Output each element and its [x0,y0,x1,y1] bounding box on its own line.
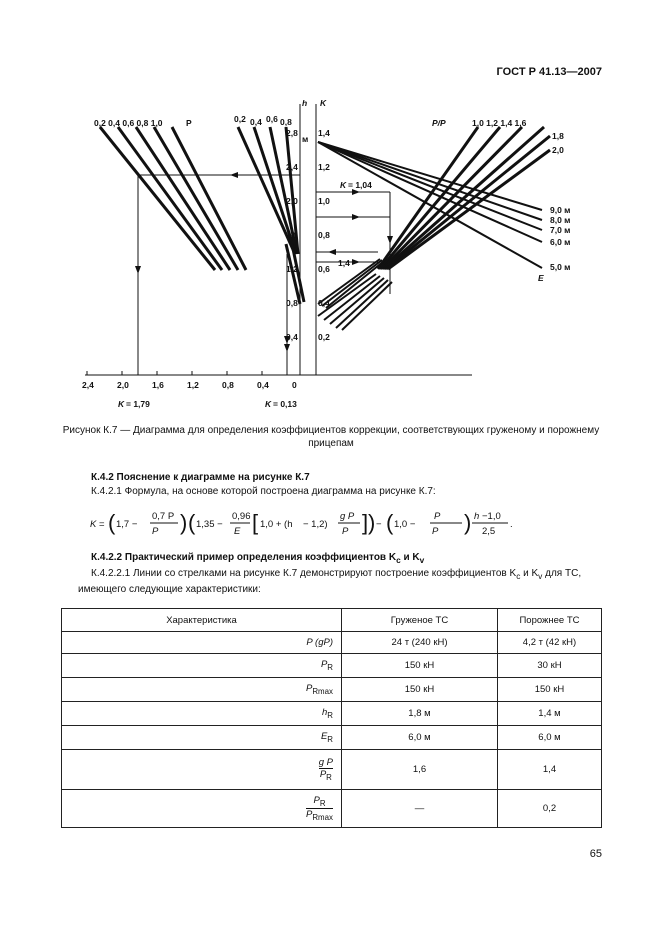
row-empty-value: 6,0 м [498,726,602,750]
table-row [62,632,602,654]
table-row [62,702,602,726]
svg-text:0,96: 0,96 [232,511,251,522]
er-5: 5,0 м [550,262,571,272]
svg-text:K: K [90,519,97,530]
row-loaded-value: 150 кН [342,654,498,678]
y-left-tick-label: 2,4 [286,162,298,172]
svg-text:P: P [342,526,349,537]
table-row [62,726,602,750]
svg-text:E: E [234,526,241,537]
ratio-18: 1,8 [552,131,564,141]
table-row [62,750,602,790]
row-characteristic: $h_R$ [62,702,342,726]
row-loaded-value: 150 кН [342,678,498,702]
svg-text:− 1,2): − 1,2) [303,519,328,530]
ratio-left-tail: P [186,118,192,128]
svg-text:−: − [376,519,382,530]
row-empty-value: 30 кН [498,654,602,678]
svg-text:P: P [152,526,159,537]
x-ticks [87,371,262,375]
y-left-tick-label: 0,4 [286,332,298,342]
section-text-k421: К.4.2.1 Формула, на основе которой построена диаграмма на рисунке К.7: [91,486,436,497]
y-left-tick-label: 2,0 [286,196,298,206]
kc-value-label: K [340,180,347,190]
y-left-tick-label: 2,8 [286,128,298,138]
er-7: 7,0 м [550,225,571,235]
ratio-mid-2: 0,4 [250,117,262,127]
ratio-right-labels: 1,0 1,2 1,4 1,6 [472,118,527,128]
row-loaded-value: 1,6 [342,750,498,790]
svg-text:1,7 −: 1,7 − [116,519,138,530]
document-header: ГОСТ Р 41.13—2007 [496,66,602,78]
row-empty-value: 0,2 [498,790,602,828]
svg-text:[: [ [252,510,259,535]
svg-text:): ) [464,510,472,535]
col-characteristic: Характеристика [62,609,342,632]
svg-text:(: ( [386,510,394,535]
ratio-20: 2,0 [552,145,564,155]
section-heading-k42: К.4.2 Пояснение к диаграмме на рисунке К.7 [91,472,310,483]
svg-text:P: P [434,511,441,522]
y-left-tick-label: 0,8 [286,298,298,308]
ratio-mid-3: 0,6 [266,114,278,124]
row-characteristic: P (gP) [62,632,342,654]
row-empty-value: 4,2 т (42 кН) [498,632,602,654]
svg-text:=: = [99,519,105,530]
row-characteristic: $P_R$ [62,654,342,678]
svg-text:h: h [474,511,480,522]
x-axis-labels [82,380,297,390]
y-right-tick-label: 1,2 [318,162,330,172]
row-loaded-value: 6,0 м [342,726,498,750]
ratio-right-title: P/P [432,118,446,128]
k1-value: = 1,79 [126,399,150,409]
ratio-mid-4: 0,8 [280,117,292,127]
svg-text:(: ( [188,510,196,535]
y-right-tick-label: 0,6 [318,264,330,274]
ratio-left-labels: 0,2 0,4 0,6 0,8 1,0 [94,118,163,128]
y-right-tick-label: 1,0 [318,196,330,206]
col-loaded: Груженое ТС [342,609,498,632]
er-6: 6,0 м [550,237,571,247]
page-number: 65 [589,848,602,860]
y-axis-labels [286,128,330,342]
table-header-row [62,609,602,632]
k2-value: = 0,13 [273,399,297,409]
svg-text:2,5: 2,5 [482,526,496,537]
row-characteristic: $P_R$ $P_{Rmax}$ [62,790,342,828]
row-empty-value: 1,4 [498,750,602,790]
m-label: м [302,134,309,144]
k1-label: K [118,399,125,409]
er-9: 9,0 м [550,205,571,215]
figure-caption: Рисунок К.7 — Диаграмма для определения коэффициентов коррекции, соответствующих груженому и порожнему прицепам [62,425,600,449]
svg-text:]: ] [362,510,369,535]
y-left-tick-label: 1,2 [286,264,298,274]
table-row [62,654,602,678]
x-tick-label: 2,0 [117,380,129,390]
y-left-tick-label: 1,6 [286,230,298,240]
svg-text:1,0 + (h: 1,0 + (h [260,519,293,530]
er-8: 8,0 м [550,215,571,225]
k2-label: K [265,399,272,409]
hr-axis-label: h [302,98,308,108]
kc-value: = 1,04 [348,180,372,190]
x-tick-label: 0 [292,380,297,390]
y-right-tick-label: 1,4 [318,128,330,138]
row-loaded-value: — [342,790,498,828]
er-label: E [538,273,544,283]
row-empty-value: 150 кН [498,678,602,702]
svg-text:): ) [368,510,376,535]
characteristics-table [61,608,602,828]
svg-text:1,35 −: 1,35 − [196,519,223,530]
x-tick-label: 0,4 [257,380,269,390]
value-14: 1,4 [338,258,350,268]
row-characteristic: $\frac{\text{g P}}{P_R}$ [62,750,342,790]
svg-text:−1,0: −1,0 [482,511,501,522]
svg-text:P: P [432,526,439,537]
section-text-k4221: К.4.2.2.1 Линии со стрелками на рисунке К.7 демонстрируют построение коэффициентов $K_c$ и $K_v$ для ТС, имеющего следующие характеристики: [78,568,582,595]
ratio-mid-1: 0,2 [234,114,246,124]
row-empty-value: 1,4 м [498,702,602,726]
nomogram-figure [60,84,600,414]
x-tick-label: 1,6 [152,380,164,390]
y-right-tick-label: 0,4 [318,298,330,308]
svg-text:0,7 P: 0,7 P [152,511,175,522]
x-tick-label: 2,4 [82,380,94,390]
row-loaded-value: 1,8 м [342,702,498,726]
svg-text:g P: g P [340,511,355,522]
table-row [62,790,602,828]
svg-text:): ) [180,510,188,535]
y-right-tick-label: 0,8 [318,230,330,240]
x-tick-label: 1,2 [187,380,199,390]
svg-text:.: . [510,519,513,530]
y-right-tick-label: 0,2 [318,332,330,342]
svg-text:(: ( [108,510,116,535]
col-empty: Порожнее ТС [498,609,602,632]
section-heading-k422: К.4.2.2 Практический пример определения коэффициентов $K_c$ и $K_v$ [91,552,425,565]
formula [90,506,570,542]
table-row [62,678,602,702]
svg-text:1,0 −: 1,0 − [394,519,416,530]
row-characteristic: $P_{Rmax}$ [62,678,342,702]
row-characteristic: $E_R$ [62,726,342,750]
kc-axis-label: K [320,98,327,108]
row-loaded-value: 24 т (240 кН) [342,632,498,654]
x-tick-label: 0,8 [222,380,234,390]
